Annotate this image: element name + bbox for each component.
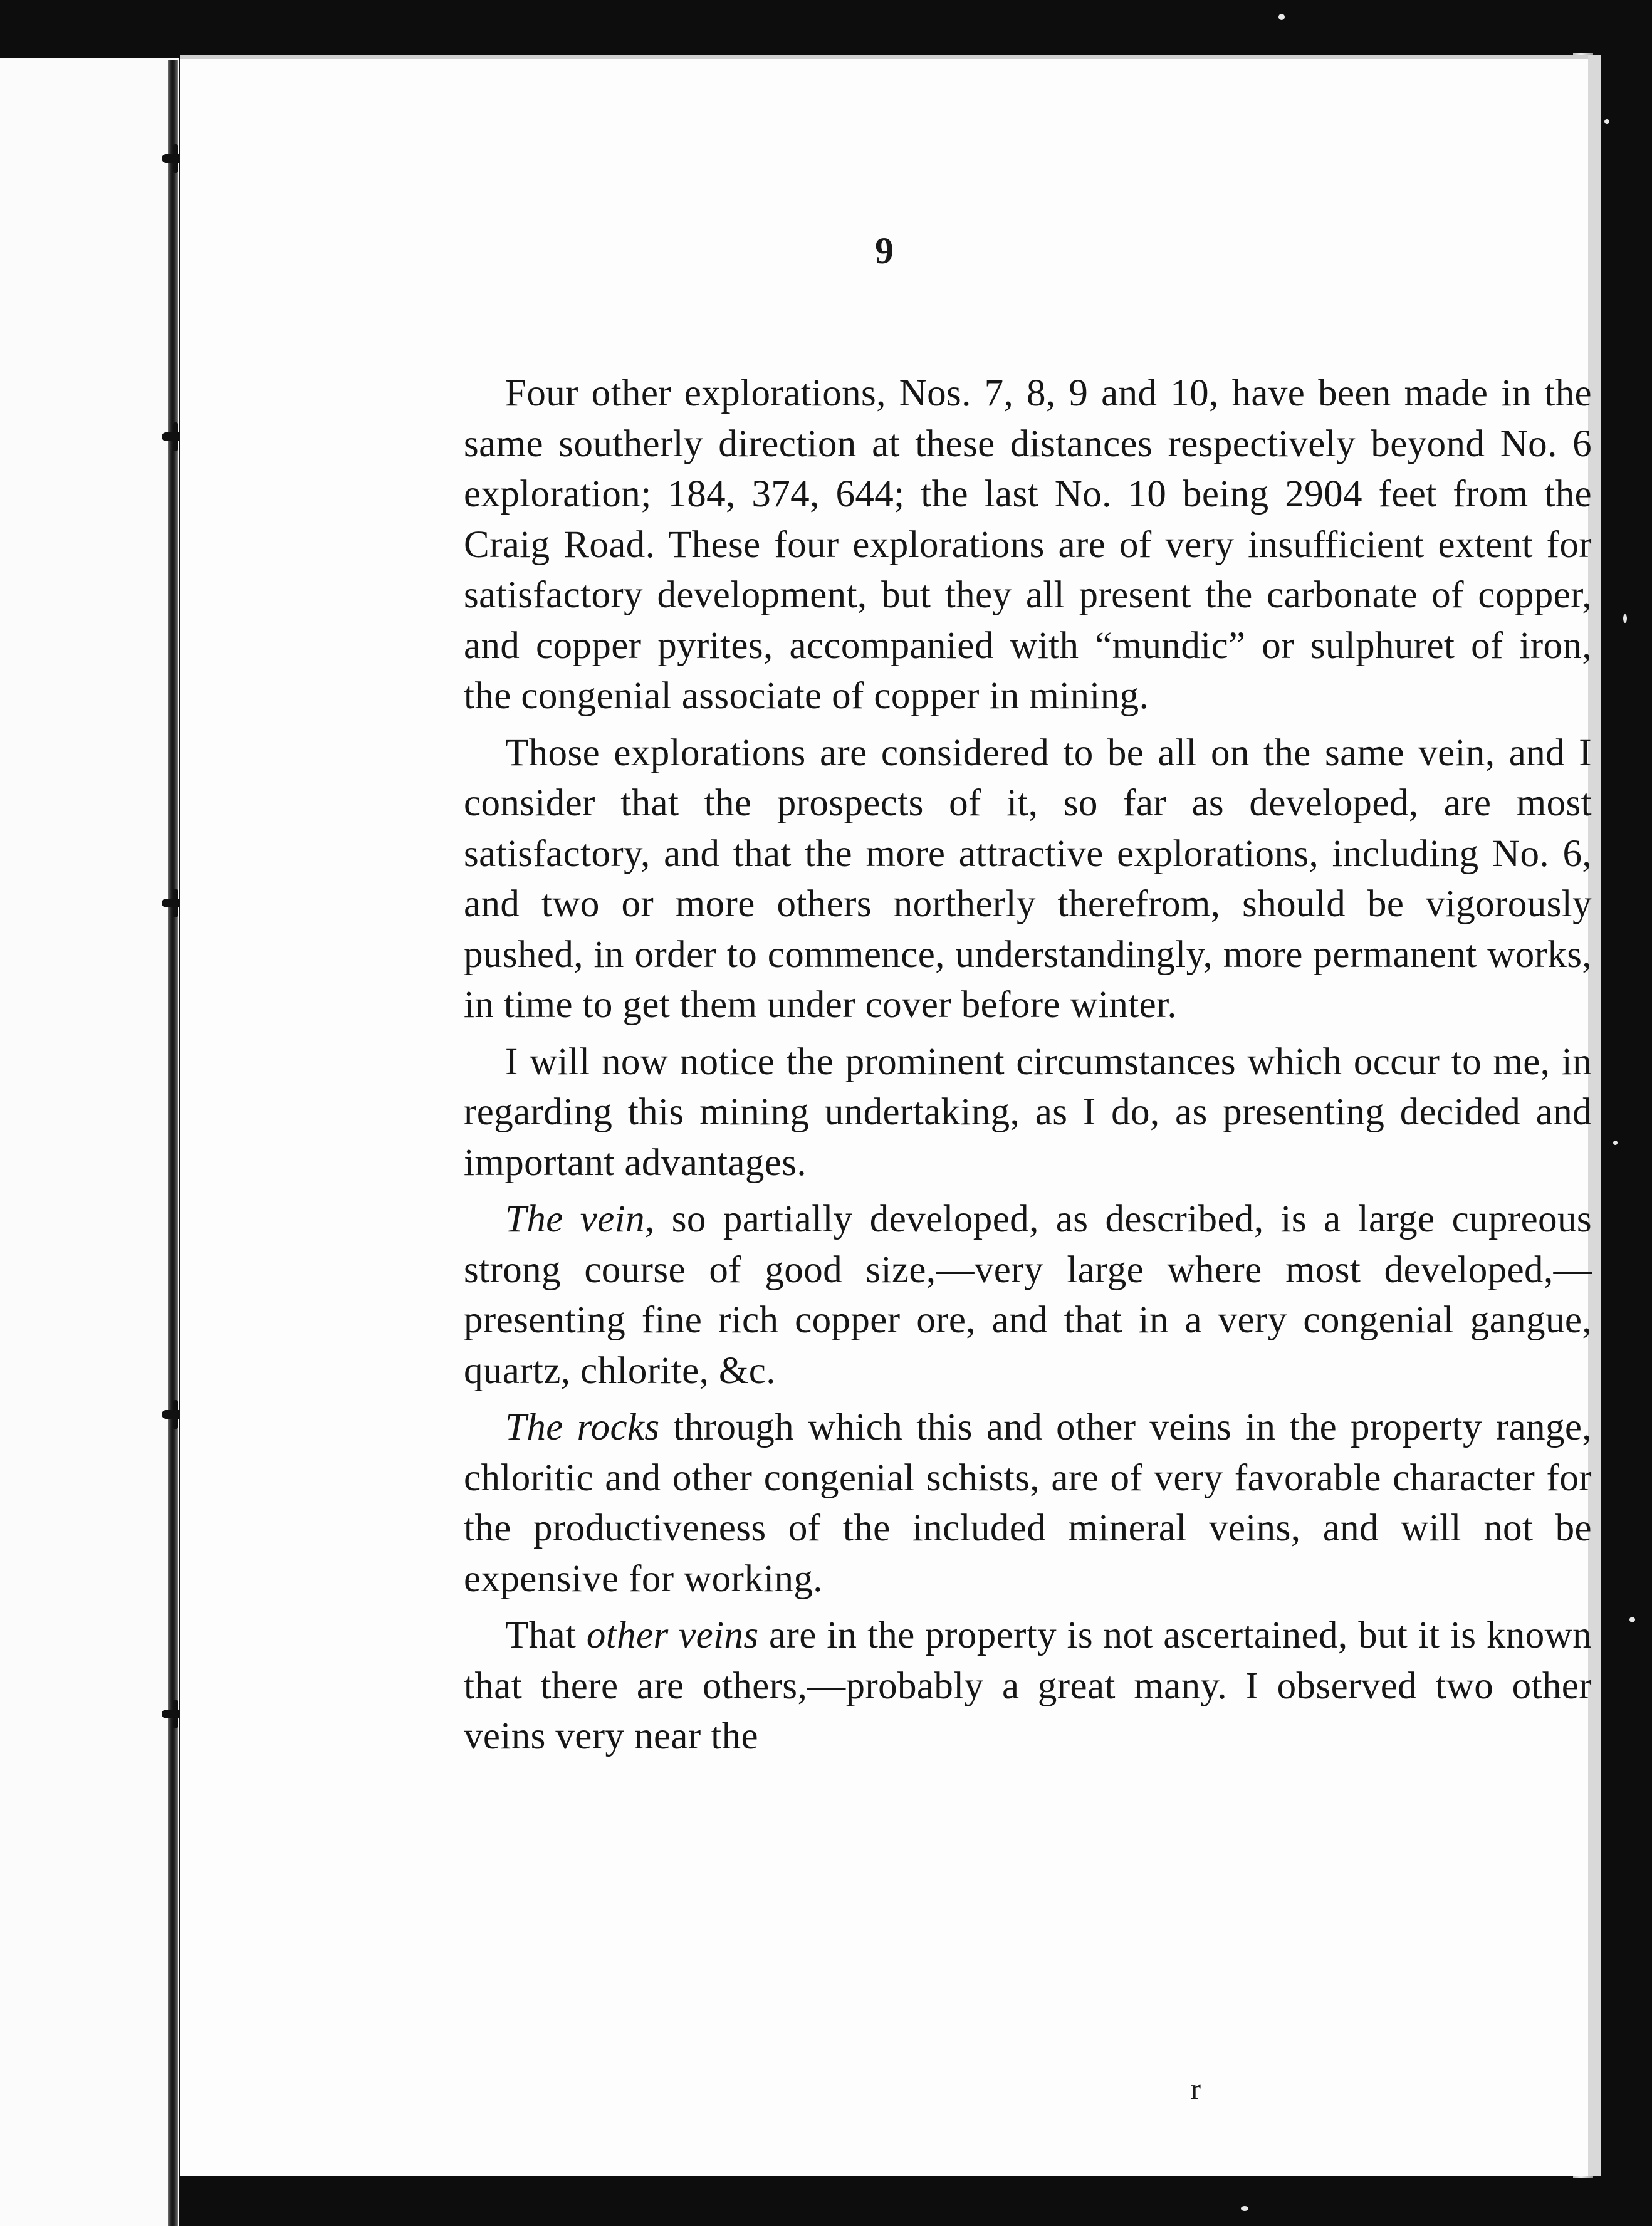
italic-lead: The rocks	[505, 1406, 660, 1448]
page-number: 9	[875, 230, 894, 271]
italic-lead: The vein,	[505, 1198, 655, 1240]
scan-speck	[1604, 119, 1609, 124]
signature-mark: r	[1191, 2072, 1201, 2106]
paragraph-advantages: I will now notice the prominent circumstances which occur to me, in regarding this mining undertaking, as I do, as presenting decided and important advantages.	[464, 1040, 1592, 1184]
book-binding	[168, 60, 178, 2226]
scanned-page	[180, 55, 1601, 2176]
italic-lead: other veins	[586, 1614, 759, 1656]
facing-page-edge	[0, 58, 179, 2226]
paragraph-explorations: Four other explorations, Nos. 7, 8, 9 and 10, have been made in the same southerly direction at these distances respectively beyond No. 6 exploration; 184, 374, 644; the last No. 10 being 2904 feet from the Craig Road. These four explorations are of very insufficient extent for satisfactory development, but they all present the carbonate of copper, and copper pyrites, accompanied with “mundic” or sulphuret of iron, the congenial associate of copper in mining.	[464, 372, 1592, 717]
paragraph-other-veins: That other veins are in the property is not ascertained, but it is known that there are others,—probably a great many. I observed two other veins very near the	[464, 1614, 1592, 1757]
paragraph-the-vein: The vein, so partially developed, as described, is a large cupreous strong course of good size,—very large where most developed,—presenting fine rich copper ore, and that in a very congenial gangue, quartz, chlorite, &c.	[464, 1198, 1592, 1392]
scan-speck	[1278, 14, 1285, 20]
scan-speck	[1241, 2206, 1248, 2211]
scan-speck	[1629, 1617, 1635, 1622]
paragraph-the-rocks: The rocks through which this and other veins in the property range, chloritic and other congenial schists, are of very favorable character for the productiveness of the included mineral veins, and will not be expensive for working.	[464, 1406, 1592, 1600]
scan-speck	[1613, 1141, 1618, 1145]
paragraph-same-vein: Those explorations are considered to be all on the same vein, and I consider that the prospects of it, so far as developed, are most satisfactory, and that the more attractive explorations, including No. 6, and two or more others northerly therefrom, should be vigorously pushed, in order to commence, understandingly, more permanent works, in time to get them under cover before winter.	[464, 731, 1592, 1026]
scan-speck	[1623, 614, 1627, 623]
body-text	[464, 368, 1592, 1769]
